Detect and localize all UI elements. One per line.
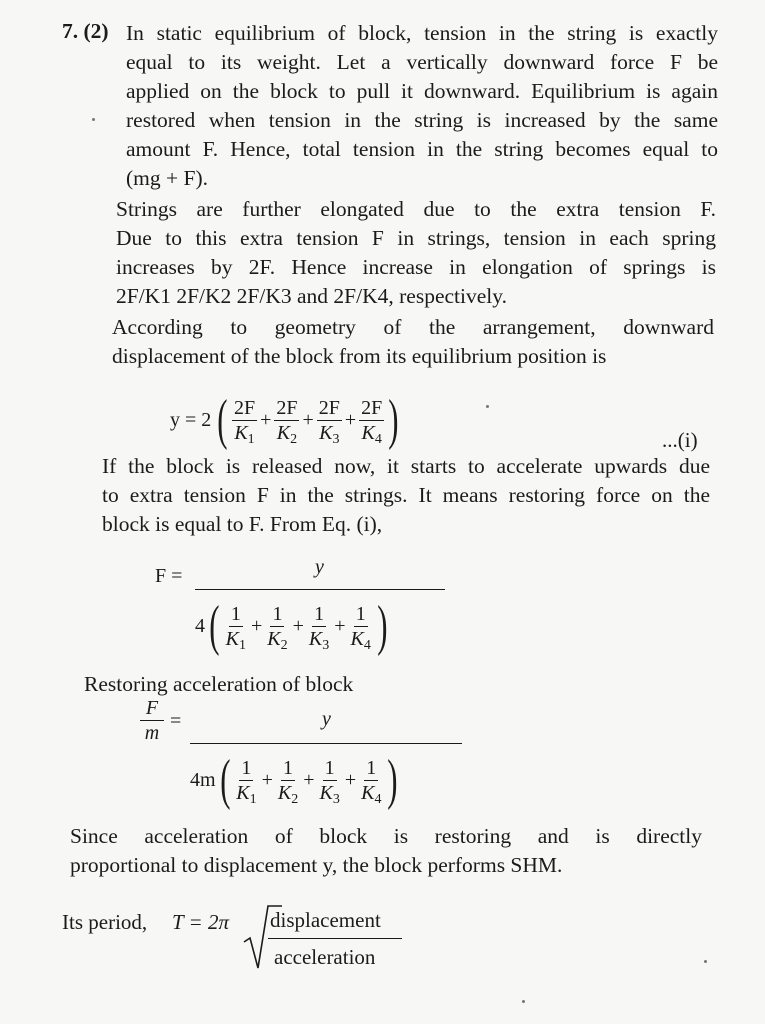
eq3-denominator: 4m ( $\frac{1}{K_1}$ + $\frac{1}{K_2}$ + $\frac{1}{K_3}$ + $\frac{1}{K_4}$ ) [190, 749, 398, 811]
p1-line-6: (mg + F). [126, 166, 209, 190]
paragraph-static-equilibrium [126, 19, 718, 193]
question-number: 7. (2) [62, 19, 109, 43]
eq1-term-2: $\frac{2F}{K_2}$ [276, 396, 298, 447]
p2-line-1: Strings are further elongated due to the extra tension F. [116, 197, 716, 221]
eq1-lhs: y = 2 [170, 408, 212, 431]
equation-displacement: y = 2 ( $\frac{2F}{K_1}$ + $\frac{2F}{K_2}$ + $\frac{2F}{K_3}$ + $\frac{2F}{K_4}$ ) [170, 389, 399, 451]
eq4-numerator: displacement [270, 908, 381, 932]
p4-line-2: to extra tension F in the strings. It means restoring force on the [102, 483, 710, 507]
paragraph-geometry [112, 313, 714, 371]
eq2-term-3: $\frac{1}{K_3}$ [308, 602, 330, 653]
equation-acceleration [140, 696, 470, 816]
p6-line-2: proportional to displacement y, the block performs SHM. [70, 853, 563, 877]
eq3-numerator: y [322, 708, 331, 730]
p2-line-3: increases by 2F. Hence increase in elongation of springs is [116, 255, 716, 279]
p6-line-1: Since acceleration of block is restoring and is directly [70, 824, 702, 848]
eq1-term-1: $\frac{2F}{K_1}$ [233, 396, 256, 447]
eq2-term-1: $\frac{1}{K_1}$ [225, 602, 246, 653]
p1-line-4: restored when tension in the string is increased by the same [126, 108, 718, 132]
eq3-equals: = [170, 710, 182, 732]
p2-line-2: Due to this extra tension F in strings, tension in each spring [116, 226, 716, 250]
eq2-fraction-bar [195, 589, 445, 590]
eq4-fraction-bar [268, 938, 402, 939]
scan-speck [704, 960, 707, 963]
p3-line-1: According to geometry of the arrangement, downward [112, 315, 714, 339]
equation-period [62, 900, 422, 980]
eq1-right-paren: ) [388, 389, 399, 451]
p1-line-3: applied on the block to pull it downward. Equilibrium is again [126, 79, 718, 103]
eq4-lhs: T = 2π [172, 910, 229, 934]
eq1-left-paren: ( [217, 389, 228, 451]
eq2-term-4: $\frac{1}{K_4}$ [350, 602, 371, 653]
equation-tag-i: ...(i) [662, 428, 698, 452]
p2-line-4: 2F/K1 2F/K2 2F/K3 and 2F/K4, respectively. [116, 284, 507, 308]
p3-line-2: displacement of the block from its equilibrium position is [112, 344, 607, 368]
eq3-term-3: $\frac{1}{K_3}$ [319, 756, 340, 807]
eq3-lhs-fraction: F m [140, 696, 164, 745]
eq4-label: Its period, [62, 910, 148, 934]
paragraph-elongation [116, 195, 716, 311]
eq3-term-1: $\frac{1}{K_1}$ [236, 756, 257, 807]
eq2-lhs: F = [155, 565, 183, 587]
paragraph-released [102, 452, 710, 539]
p1-line-1: In static equilibrium of block, tension in the string is exactly [126, 21, 718, 45]
p1-line-5: amount F. Hence, total tension in the string becomes equal to [126, 137, 718, 161]
p5-line-1: Restoring acceleration of block [84, 672, 354, 696]
eq3-fraction-bar [190, 743, 462, 744]
eq1-term-3: $\frac{2F}{K_3}$ [318, 396, 340, 447]
eq2-numerator: y [315, 556, 324, 578]
eq1-term-4: $\frac{2F}{K_4}$ [361, 396, 383, 447]
paragraph-restoring-acceleration [84, 670, 484, 699]
scan-speck [92, 118, 95, 121]
p4-line-1: If the block is released now, it starts to accelerate upwards due [102, 454, 710, 478]
p4-line-3: block is equal to F. From Eq. (i), [102, 512, 383, 536]
eq3-term-4: $\frac{1}{K_4}$ [361, 756, 382, 807]
scan-speck [486, 405, 489, 408]
eq3-term-2: $\frac{1}{K_2}$ [277, 756, 299, 807]
p1-line-2: equal to its weight. Let a vertically downward force F be [126, 50, 718, 74]
eq2-denominator: 4 ( $\frac{1}{K_1}$ + $\frac{1}{K_2}$ + $\frac{1}{K_3}$ + $\frac{1}{K_4}$ ) [195, 595, 388, 657]
scan-speck [522, 1000, 525, 1003]
eq4-denominator: acceleration [274, 945, 376, 969]
paragraph-shm [70, 822, 702, 880]
equation-restoring-force [155, 556, 450, 666]
eq2-term-2: $\frac{1}{K_2}$ [267, 602, 288, 653]
